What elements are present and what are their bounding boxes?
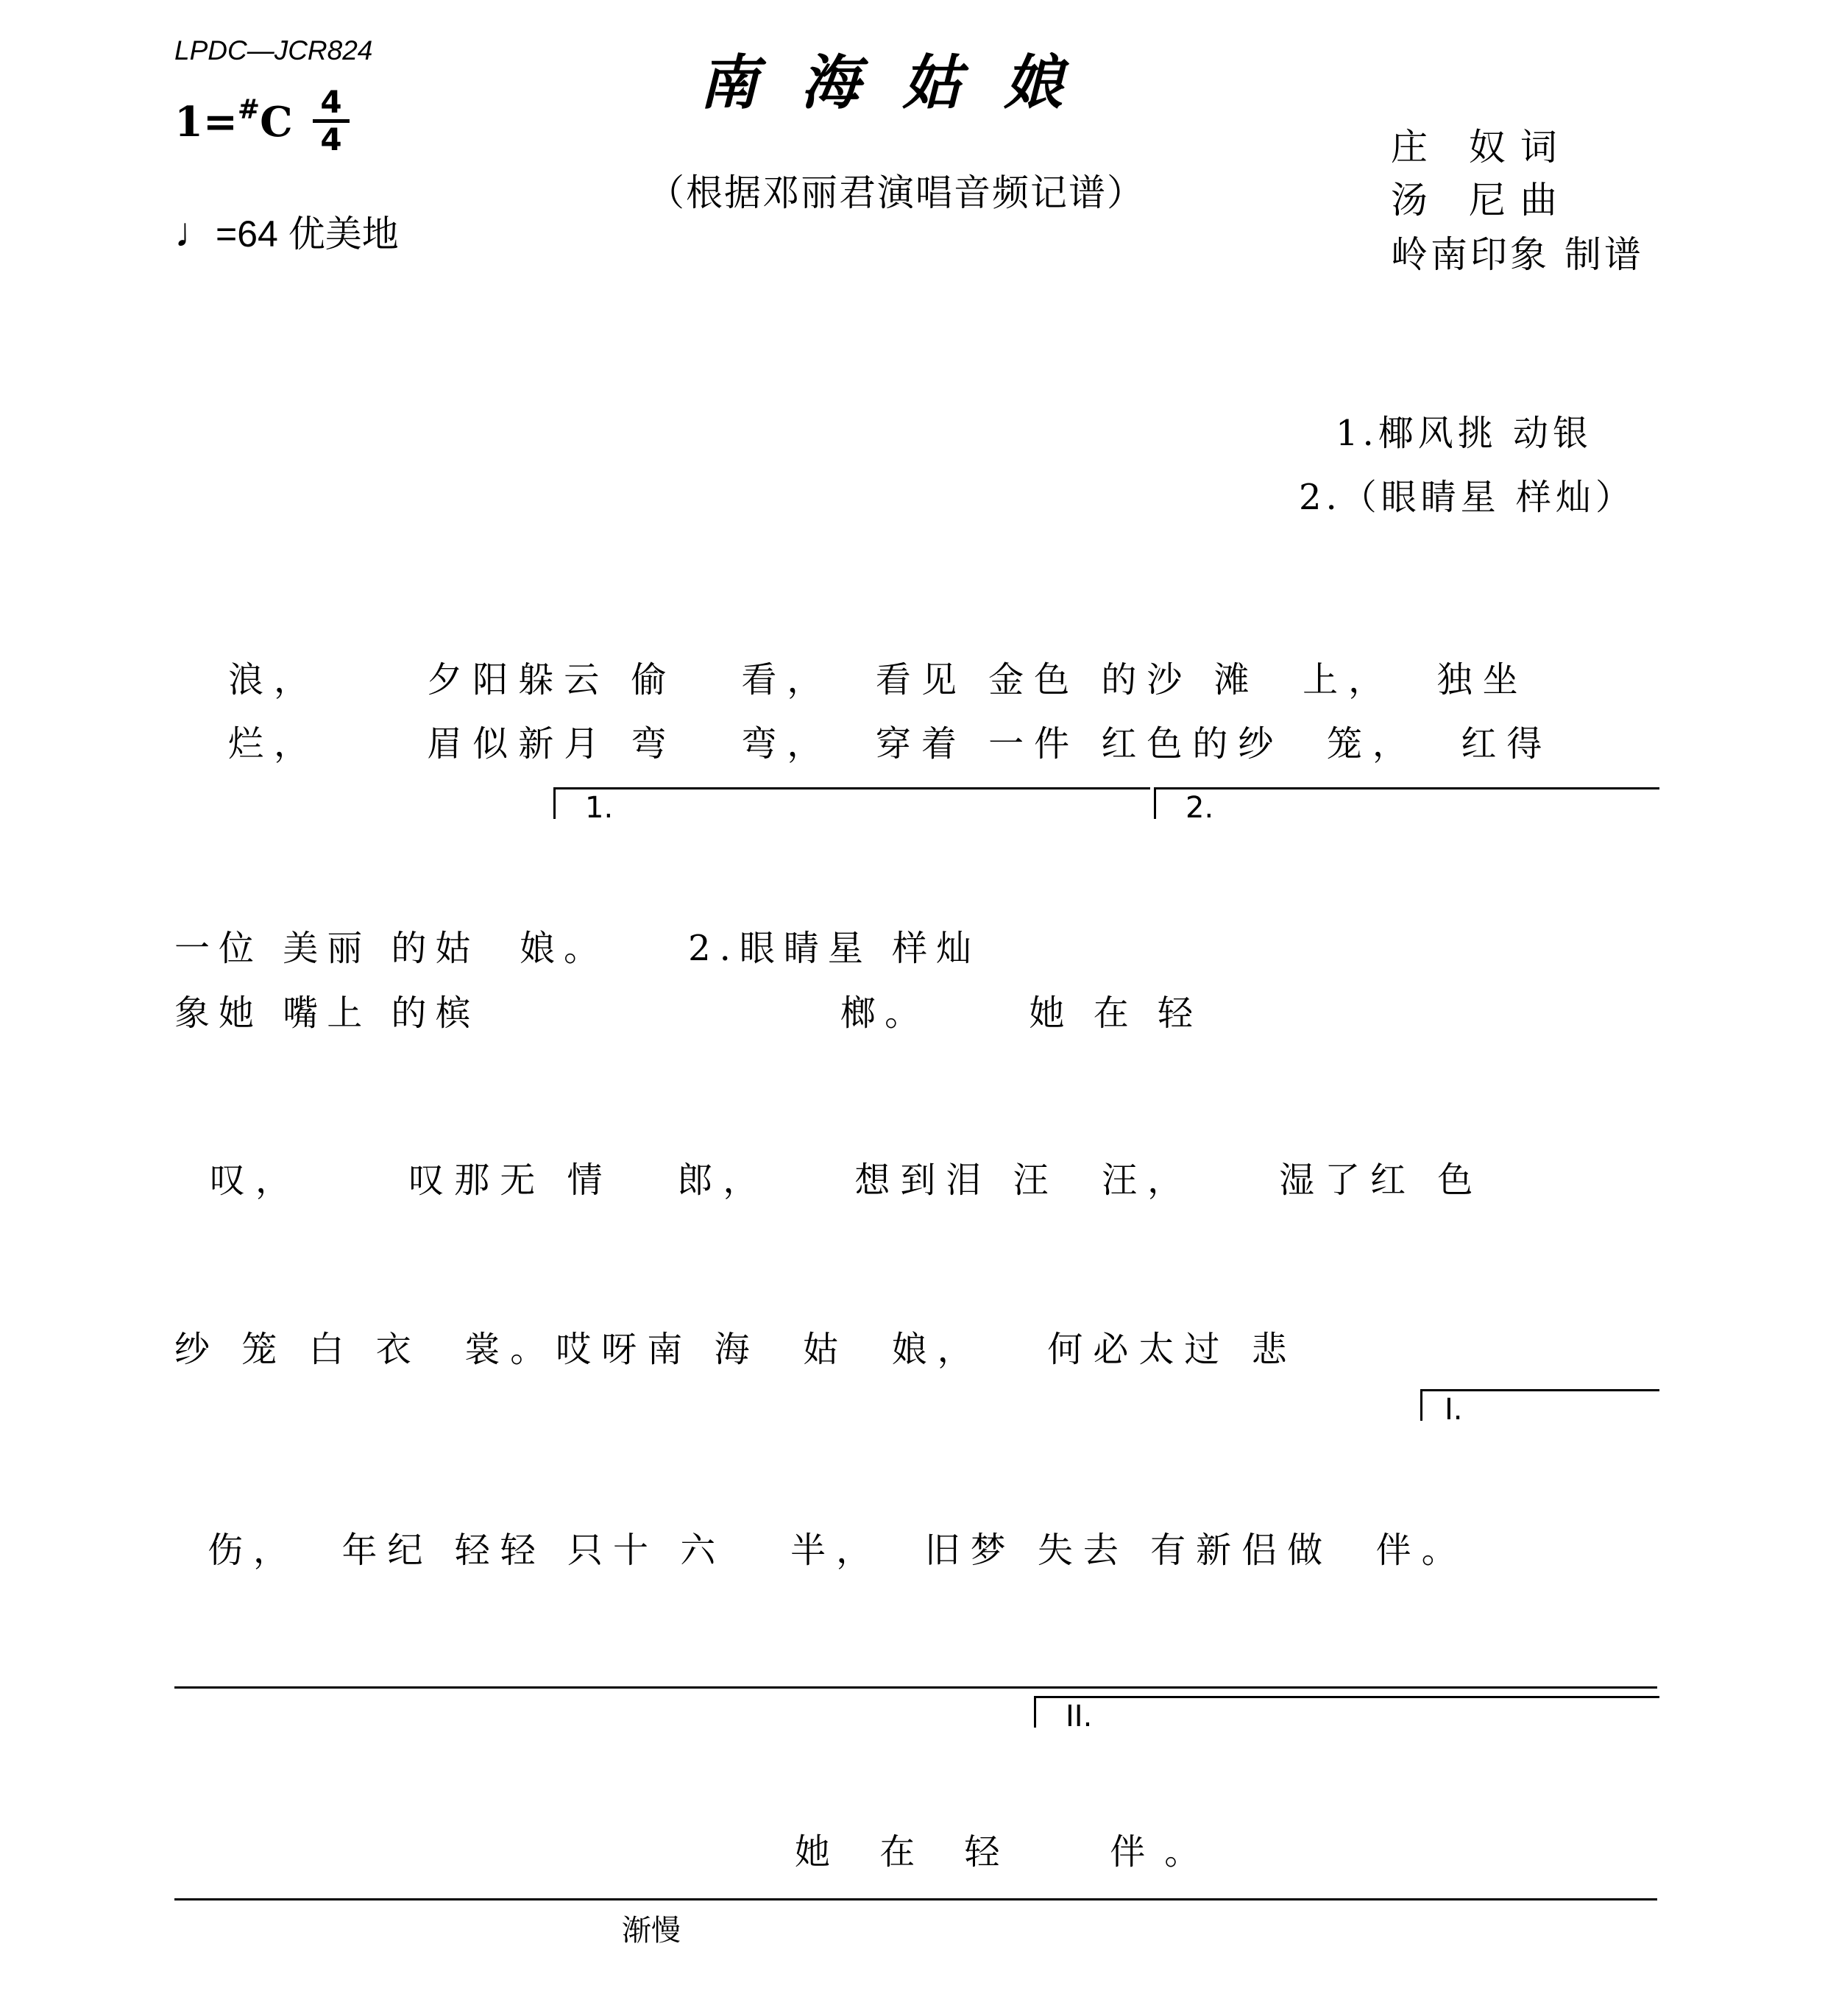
lyric-line: 一位 美丽 的姑 娘。 2.眼睛星 样灿 — [174, 928, 981, 969]
volta-label: II. — [1066, 1700, 1093, 1733]
time-bottom: 4 — [320, 121, 342, 157]
tempo-value: =64 — [216, 213, 278, 255]
volta-label: I. — [1445, 1393, 1463, 1427]
composer-credit: 汤 尼曲 — [1391, 179, 1572, 221]
lyric-line: 浪， 夕阳躲云 偷 看， 看见 金色 的沙 滩 上， 独坐 — [228, 659, 1528, 700]
volta-label: 1. — [585, 791, 614, 825]
lyric-line: 叹， 叹那无 情 郎， 想到泪 汪 汪， 湿了红 色 — [210, 1160, 1484, 1201]
key-signature — [174, 94, 293, 146]
lyric-line: 纱 笼 白 衣 裳。哎呀南 海 姑 娘， 何必太过 悲 — [174, 1329, 1297, 1370]
catalog-number: LPDC—JCR824 — [174, 35, 373, 65]
lyric-line: 2.（眼睛星 样灿） — [1299, 477, 1636, 518]
volta-label: 2. — [1186, 791, 1214, 825]
lyric-line: 1.椰风挑 动银 — [1336, 413, 1593, 454]
staff-system-7 — [174, 1610, 1657, 1669]
quarter-note-icon: ♩ — [174, 209, 216, 255]
volta-bracket-1 — [553, 787, 1150, 825]
staff-system-1 — [174, 316, 1657, 375]
volta-bracket-2 — [1154, 787, 1659, 825]
staff-system-6 — [174, 1436, 1657, 1495]
tempo-expression: 优美地 — [288, 213, 399, 255]
lyric-line: 烂， 眉似新月 弯 弯， 穿着 一件 红色的纱 笼， 红得 — [228, 723, 1553, 764]
subtitle: （根据邓丽君演唱音频记谱） — [648, 171, 1145, 214]
volta-bracket-2 — [1034, 1696, 1659, 1733]
arranger-credit: 岭南印象 制谱 — [1391, 233, 1644, 276]
divider-line — [174, 1686, 1657, 1689]
song-title: 南海姑娘 — [699, 48, 1105, 117]
ritardando-annotation: 渐慢 — [622, 1914, 681, 1948]
staff-system-9 — [174, 1942, 1657, 2001]
lyricist-credit: 庄 奴词 — [1391, 126, 1572, 168]
staff-system-5 — [174, 1236, 1657, 1295]
time-signature — [313, 84, 350, 157]
volta-bracket-1 — [1420, 1389, 1659, 1427]
lyric-line: 伤， 年纪 轻轻 只十 六 半， 旧梦 失去 有新侣做 伴。 — [208, 1530, 1467, 1571]
tempo-marking — [174, 205, 399, 258]
time-top: 4 — [320, 84, 342, 120]
key-letter: C — [260, 98, 293, 146]
sharp-icon: # — [237, 94, 261, 125]
staff-system-3 — [174, 833, 1657, 892]
staff-system-8 — [174, 1738, 1657, 1797]
divider-line — [174, 1898, 1657, 1900]
staff-system-2 — [174, 568, 1657, 627]
key-prefix: 1= — [174, 98, 238, 146]
staff-system-4 — [174, 1068, 1657, 1127]
lyric-line: 她 在 轻 伴。 — [795, 1831, 1219, 1873]
lyric-line: 象她 嘴上 的槟 榔。 她 在 轻 — [174, 993, 1202, 1034]
